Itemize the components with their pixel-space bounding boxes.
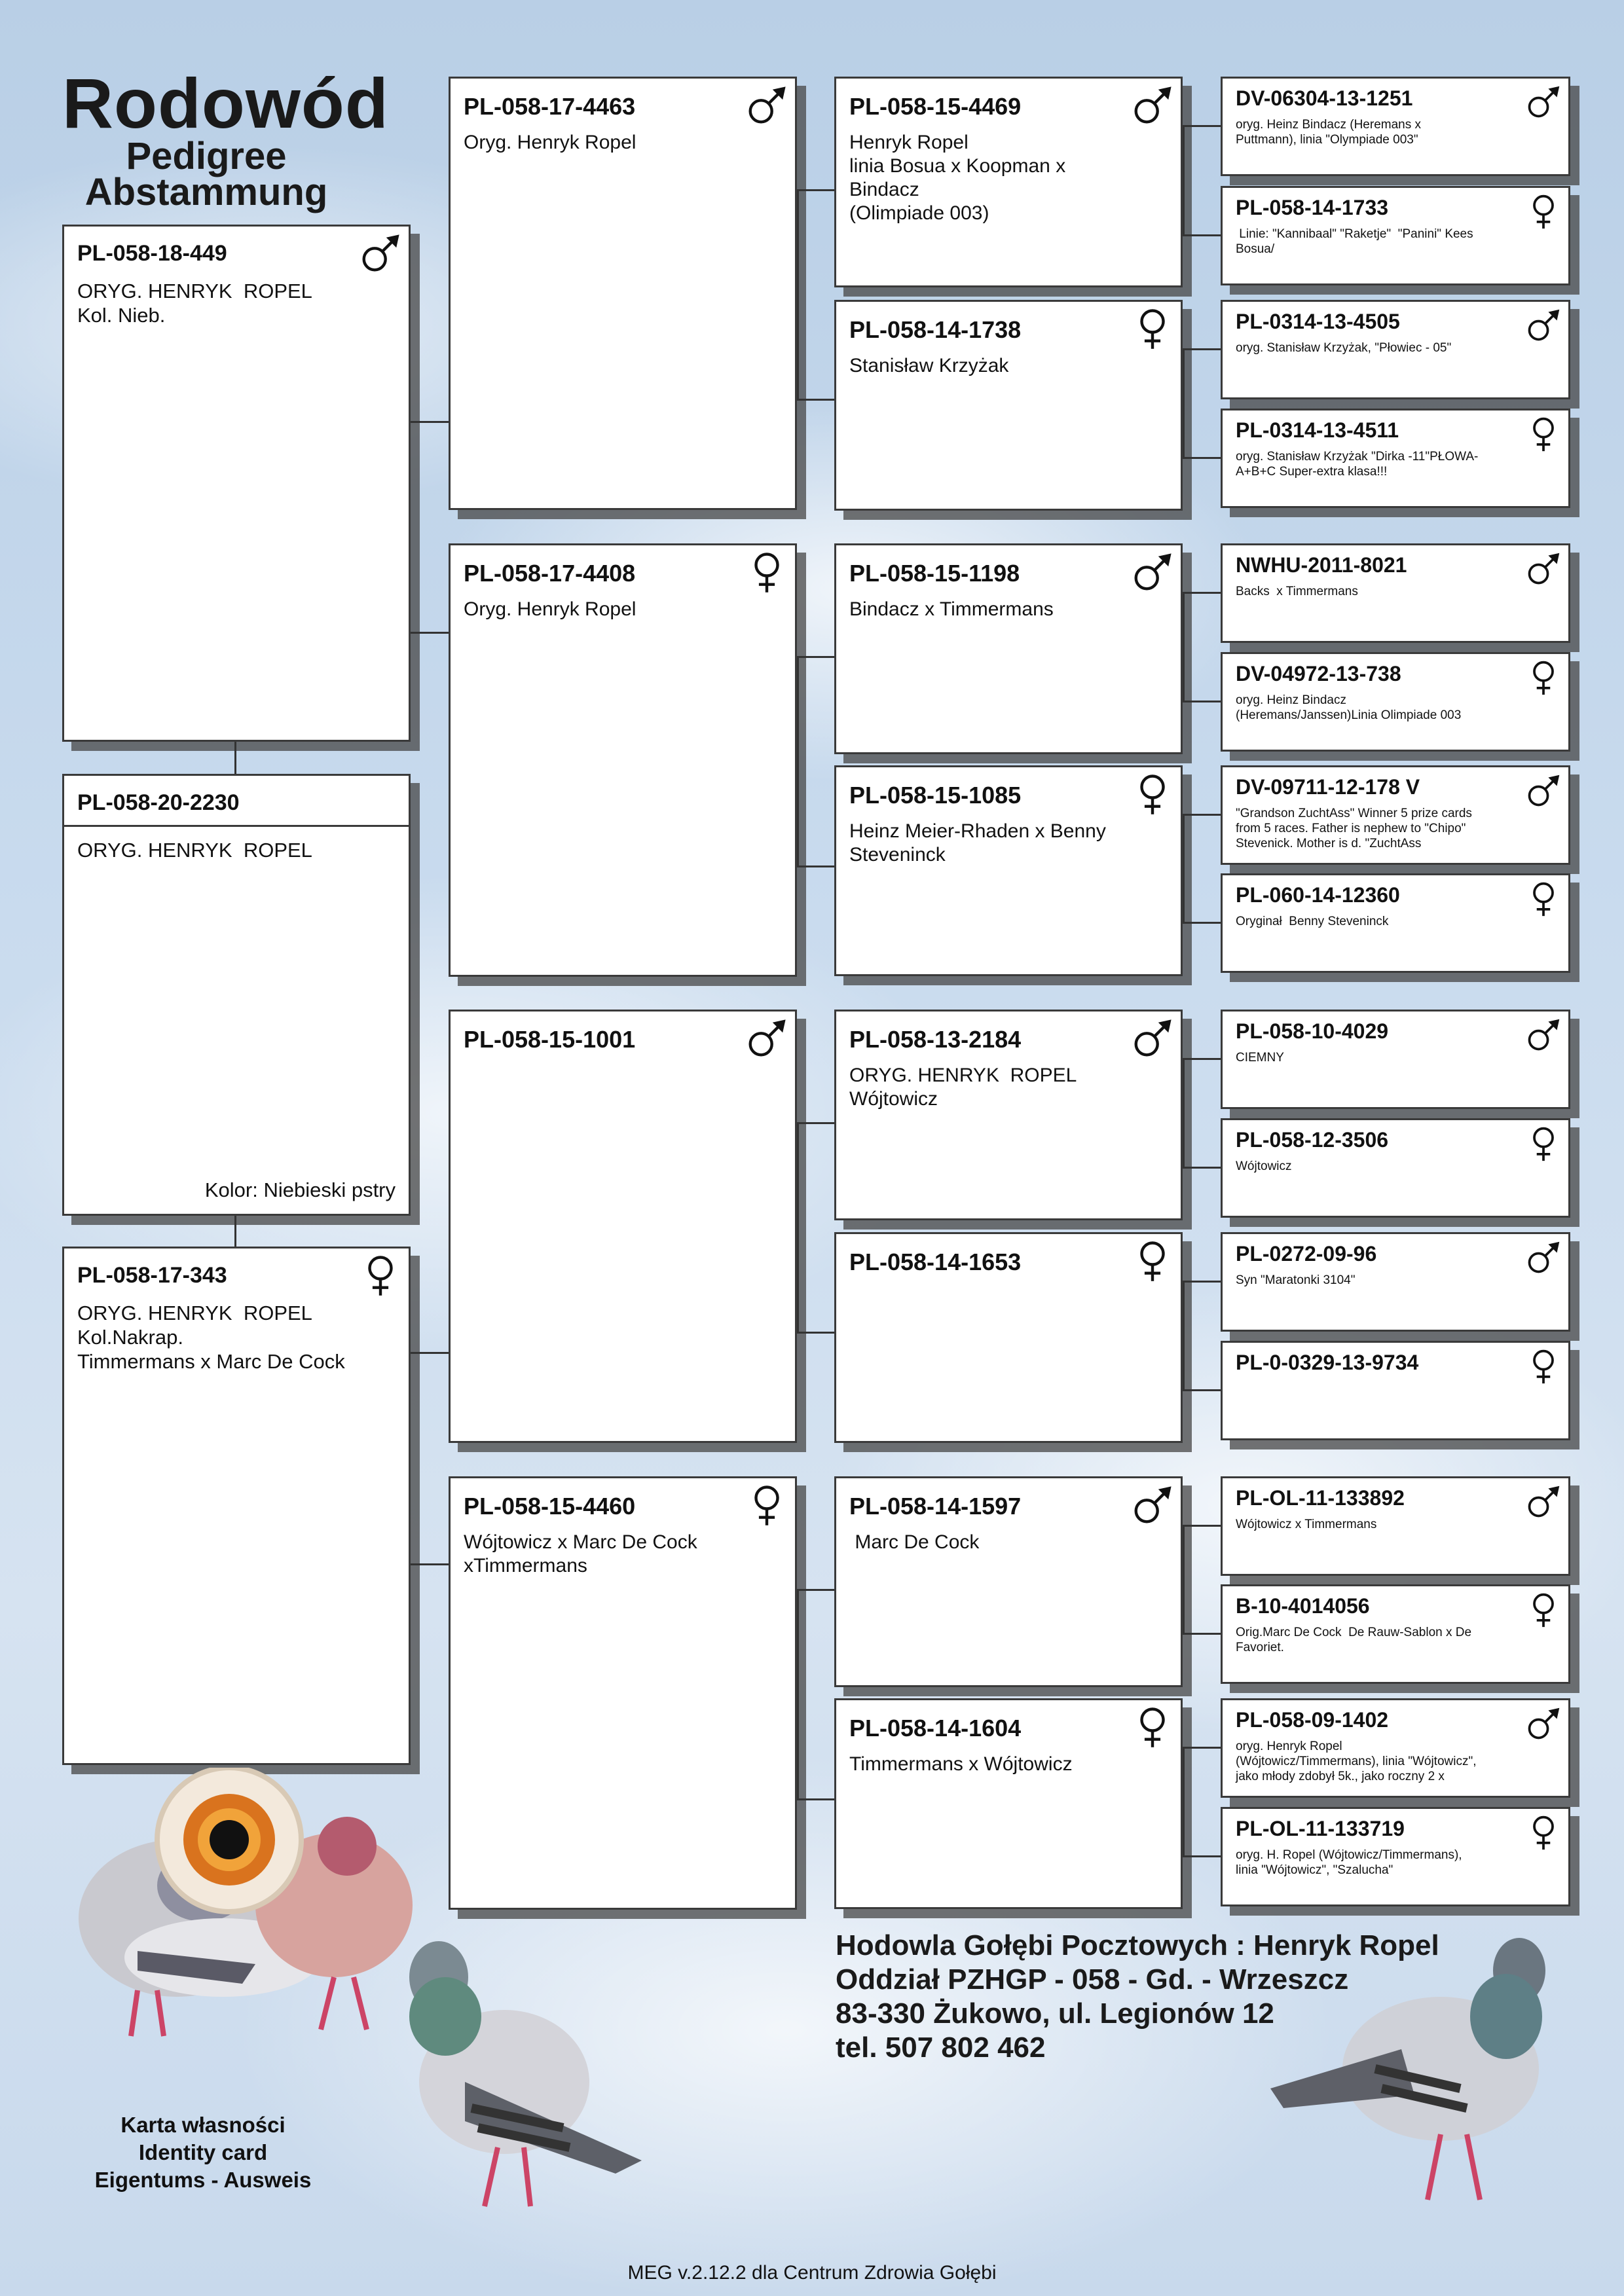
connector-line — [1183, 1633, 1221, 1635]
pedigree-description: Oryg. Henryk Ropel — [464, 132, 637, 153]
connector-line — [797, 189, 799, 401]
breeder-line-2: Oddział PZHGP - 058 - Gd. - Wrzeszcz — [836, 1963, 1349, 1995]
connector-line — [797, 656, 799, 867]
pedigree-description: "Grandson ZuchtAss" Winner 5 prize cards from 5 races. Father is nephew to "Chipo" Stevenick. Mother is d. "ZuchtAss — [1236, 807, 1472, 850]
male-symbol-icon — [1525, 307, 1562, 344]
great-grandparent-card-9 — [1221, 1010, 1570, 1109]
pedigree-description: oryg. Heinz Bindacz (Heremans x Puttmann), linia "Olympiade 003" — [1236, 118, 1421, 147]
ring-number: PL-058-18-449 — [77, 241, 227, 266]
great-grandparent-card-2 — [1221, 186, 1570, 285]
pedigree-description: Bindacz x Timmermans — [849, 598, 1054, 620]
ring-number: PL-058-15-1198 — [849, 560, 1020, 587]
ring-number: PL-OL-11-133719 — [1236, 1817, 1405, 1840]
great-grandparent-card-3 — [1221, 300, 1570, 399]
connector-line — [797, 1589, 799, 1800]
ring-number: PL-058-15-4469 — [849, 93, 1022, 120]
connector-line — [411, 421, 449, 423]
great-grandparent-card-8 — [1221, 873, 1570, 973]
parent-card-3 — [449, 1010, 797, 1443]
connector-line — [1183, 234, 1221, 236]
female-symbol-icon — [1525, 1125, 1562, 1162]
parent-card-2 — [449, 543, 797, 977]
ring-number: PL-OL-11-133892 — [1236, 1486, 1405, 1510]
great-grandparent-card-1 — [1221, 77, 1570, 176]
title-pedigree: Pedigree — [126, 135, 287, 177]
connector-line — [1183, 1525, 1185, 1633]
female-symbol-icon — [1525, 659, 1562, 696]
connector-line — [797, 866, 834, 867]
great-grandparent-card-13 — [1221, 1476, 1570, 1576]
grandparent-card-8 — [834, 1698, 1183, 1909]
breeder-line-4: tel. 507 802 462 — [836, 2032, 1046, 2064]
connector-line — [411, 1352, 449, 1354]
ring-number: PL-058-10-4029 — [1236, 1019, 1389, 1043]
pedigree-description: Henryk Ropel linia Bosua x Koopman x Bindacz (Olimpiade 003) — [849, 132, 1066, 224]
female-symbol-icon — [1525, 1814, 1562, 1851]
title-abstammung: Abstammung — [84, 171, 328, 213]
pedigree-description: Heinz Meier-Rhaden x Benny Steveninck — [849, 820, 1106, 866]
pedigree-description: Wójtowicz x Timmermans — [1236, 1518, 1377, 1531]
great-grandparent-card-10 — [1221, 1118, 1570, 1218]
ring-number: PL-0-0329-13-9734 — [1236, 1351, 1419, 1374]
connector-line — [1183, 592, 1185, 701]
color-label: Kolor: Niebieski pstry — [204, 1178, 396, 1201]
ring-number: PL-058-15-1001 — [464, 1026, 636, 1053]
connector-line — [1183, 814, 1221, 816]
female-symbol-icon — [1525, 881, 1562, 917]
pedigree-description: ORYG. HENRYK ROPEL Wójtowicz — [849, 1065, 1077, 1110]
subject-card — [62, 225, 411, 742]
subject-sibling-connector — [234, 742, 236, 774]
connector-line — [1183, 1281, 1221, 1283]
ring-number: PL-058-14-1733 — [1236, 196, 1389, 219]
female-symbol-icon — [1131, 773, 1174, 816]
female-symbol-icon — [1131, 1705, 1174, 1749]
ring-number: PL-058-09-1402 — [1236, 1708, 1389, 1732]
identity-de: Eigentums - Ausweis — [94, 2168, 312, 2192]
connector-line — [797, 1332, 834, 1334]
great-grandparent-card-11 — [1221, 1232, 1570, 1332]
ring-number: PL-060-14-12360 — [1236, 883, 1400, 907]
female-symbol-icon — [745, 551, 788, 594]
connector-line — [797, 399, 834, 401]
connector-line — [1183, 814, 1185, 922]
connector-line — [797, 189, 834, 191]
grandparent-card-6 — [834, 1232, 1183, 1443]
connector-line — [411, 1563, 449, 1565]
identity-en: Identity card — [138, 2140, 268, 2164]
pedigree-description: Wójtowicz — [1236, 1159, 1292, 1173]
connector-line — [1183, 1747, 1221, 1749]
ring-number: NWHU-2011-8021 — [1236, 553, 1407, 577]
parent-card-1 — [449, 77, 797, 510]
pedigree-description: Oryg. Henryk Ropel — [464, 598, 637, 620]
great-grandparent-card-6 — [1221, 652, 1570, 752]
male-symbol-icon — [745, 84, 788, 127]
male-symbol-icon — [359, 232, 402, 275]
connector-line — [1183, 1281, 1185, 1389]
breeder-line-3: 83-330 Żukowo, ul. Legionów 12 — [836, 1997, 1274, 2030]
ring-number: PL-058-14-1604 — [849, 1715, 1022, 1741]
pedigree-description: oryg. Stanisław Krzyżak "Dirka -11"PŁOWA- A+B+C Super-extra klasa!!! — [1236, 450, 1479, 479]
male-symbol-icon — [1525, 1239, 1562, 1276]
ring-number: PL-058-15-1085 — [849, 782, 1022, 809]
pedigree-description: Syn "Maratonki 3104" — [1236, 1273, 1356, 1287]
great-grandparent-card-4 — [1221, 409, 1570, 508]
ring-number: PL-058-12-3506 — [1236, 1128, 1389, 1152]
connector-line — [1183, 1525, 1221, 1527]
connector-line — [1183, 1747, 1185, 1855]
sibling-dam-connector — [234, 1216, 236, 1247]
great-grandparent-card-5 — [1221, 543, 1570, 643]
connector-line — [797, 1798, 834, 1800]
pedigree-description: Stanisław Krzyżak — [849, 355, 1009, 376]
parent-card-4 — [449, 1476, 797, 1910]
grandparent-card-1 — [834, 77, 1183, 287]
pedigree-description: Oryginał Benny Steveninck — [1236, 915, 1389, 928]
identity-card-label — [39, 2111, 367, 2194]
great-grandparent-card-7 — [1221, 765, 1570, 865]
grandparent-card-7 — [834, 1476, 1183, 1687]
female-symbol-icon — [1131, 307, 1174, 350]
pedigree-description: ORYG. HENRYK ROPEL — [77, 839, 312, 862]
female-symbol-icon — [1525, 193, 1562, 230]
connector-line — [1183, 1058, 1221, 1060]
male-symbol-icon — [1525, 1705, 1562, 1742]
pedigree-description: Linie: "Kannibaal" "Raketje" "Panini" Kees Bosua/ — [1236, 227, 1473, 256]
connector-line — [797, 1122, 799, 1334]
pedigree-description: oryg. H. Ropel (Wójtowicz/Timmermans), linia "Wójtowicz", "Szalucha" — [1236, 1848, 1462, 1877]
pedigree-description: ORYG. HENRYK ROPEL Kol.Nakrap. Timmermans x Marc De Cock — [77, 1302, 345, 1374]
connector-line — [1183, 1167, 1221, 1169]
male-symbol-icon — [1525, 1484, 1562, 1520]
pedigree-description: Timmermans x Wójtowicz — [849, 1753, 1073, 1775]
male-symbol-icon — [1131, 1484, 1174, 1527]
ring-number: PL-058-20-2230 — [77, 790, 240, 815]
great-grandparent-card-14 — [1221, 1584, 1570, 1684]
connector-line — [411, 632, 449, 634]
ring-number: PL-058-17-4408 — [464, 560, 636, 587]
ring-number: PL-0314-13-4511 — [1236, 418, 1399, 442]
male-symbol-icon — [1525, 84, 1562, 120]
connector-line — [1183, 125, 1221, 127]
pedigree-description: Backs x Timmermans — [1236, 585, 1358, 598]
ring-number: PL-058-15-4460 — [464, 1493, 636, 1520]
connector-line — [1183, 348, 1185, 457]
ring-number: DV-04972-13-738 — [1236, 662, 1401, 685]
ring-number: PL-0314-13-4505 — [1236, 310, 1400, 333]
great-grandparent-card-16 — [1221, 1807, 1570, 1906]
identity-pl: Karta własności — [120, 2113, 286, 2137]
pedigree-description: oryg. Heinz Bindacz (Heremans/Janssen)Linia Olimpiade 003 — [1236, 693, 1462, 722]
grandparent-card-3 — [834, 543, 1183, 754]
female-symbol-icon — [1131, 1239, 1174, 1283]
female-symbol-icon — [359, 1254, 402, 1297]
great-grandparent-card-15 — [1221, 1698, 1570, 1798]
connector-line — [797, 656, 834, 658]
connector-line — [1183, 125, 1185, 234]
male-symbol-icon — [1131, 84, 1174, 127]
pedigree-description: oryg. Stanisław Krzyżak, "Płowiec - 05" — [1236, 341, 1452, 355]
ring-number: PL-058-14-1653 — [849, 1248, 1022, 1275]
ring-number: B-10-4014056 — [1236, 1594, 1370, 1618]
connector-line — [1183, 592, 1221, 594]
pedigree-description: oryg. Henryk Ropel (Wójtowicz/Timmermans), linia "Wójtowicz", jako młody zdobył 5k., jako roczny 2 x — [1236, 1740, 1477, 1783]
pedigree-description: ORYG. HENRYK ROPEL Kol. Nieb. — [77, 280, 312, 327]
connector-line — [1183, 1855, 1221, 1857]
female-symbol-icon — [745, 1484, 788, 1527]
pedigree-description: CIEMNY — [1236, 1051, 1284, 1065]
breeder-line-1: Hodowla Gołębi Pocztowych : Henryk Ropel — [836, 1929, 1439, 1961]
female-symbol-icon — [1525, 416, 1562, 452]
pedigree-description: Marc De Cock — [849, 1531, 980, 1553]
connector-line — [797, 1589, 834, 1591]
connector-line — [1183, 1389, 1221, 1391]
sibling-card — [62, 774, 411, 1216]
ring-number: DV-06304-13-1251 — [1236, 86, 1413, 110]
ring-number: PL-058-13-2184 — [849, 1026, 1022, 1053]
male-symbol-icon — [1525, 773, 1562, 809]
connector-line — [797, 1122, 834, 1124]
ring-number: PL-058-17-4463 — [464, 93, 636, 120]
connector-line — [1183, 1058, 1185, 1167]
male-symbol-icon — [745, 1017, 788, 1060]
dam-card — [62, 1247, 411, 1765]
connector-line — [1183, 922, 1221, 924]
male-symbol-icon — [1131, 551, 1174, 594]
ring-number: PL-058-14-1597 — [849, 1493, 1022, 1520]
ring-number: DV-09711-12-178 V — [1236, 775, 1420, 799]
header-divider — [64, 825, 409, 827]
great-grandparent-card-12 — [1221, 1341, 1570, 1440]
connector-line — [1183, 457, 1221, 459]
ring-number: PL-0272-09-96 — [1236, 1242, 1377, 1266]
connector-line — [1183, 701, 1221, 702]
male-symbol-icon — [1131, 1017, 1174, 1060]
grandparent-card-5 — [834, 1010, 1183, 1220]
pedigree-description: Orig.Marc De Cock De Rauw-Sablon x De Favoriet. — [1236, 1626, 1472, 1654]
pigeon-illustration-center — [367, 1912, 668, 2226]
footer-credit: MEG v.2.12.2 dla Centrum Zdrowia Gołębi — [627, 2262, 997, 2284]
connector-line — [1183, 348, 1221, 350]
ring-number: PL-058-17-343 — [77, 1263, 227, 1288]
male-symbol-icon — [1525, 551, 1562, 587]
male-symbol-icon — [1525, 1017, 1562, 1053]
grandparent-card-4 — [834, 765, 1183, 976]
pedigree-description: Wójtowicz x Marc De Cock xTimmermans — [464, 1531, 697, 1576]
title-rodowod: Rodowód — [62, 64, 389, 143]
pigeon-illustration-right — [1244, 1925, 1598, 2226]
grandparent-card-2 — [834, 300, 1183, 511]
female-symbol-icon — [1525, 1592, 1562, 1628]
ring-number: PL-058-14-1738 — [849, 316, 1022, 343]
female-symbol-icon — [1525, 1348, 1562, 1385]
